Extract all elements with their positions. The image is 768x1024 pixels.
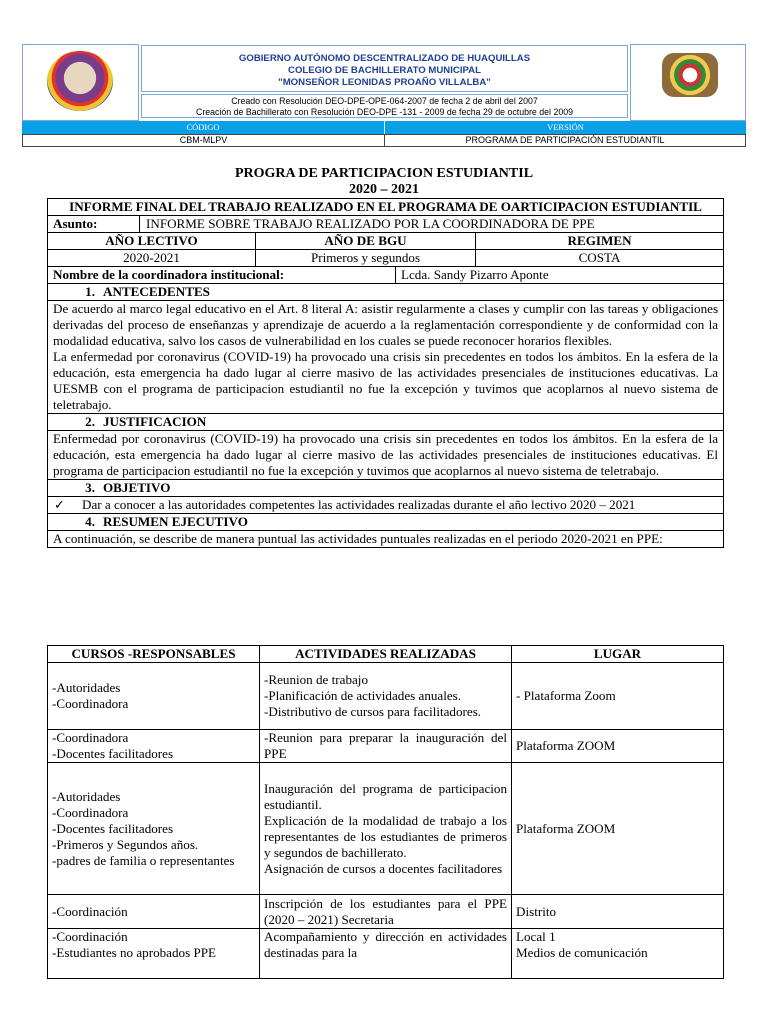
cell-line: Acompañamiento y dirección en actividades destinadas para la — [264, 929, 507, 960]
left-logo-frame — [22, 44, 139, 121]
ano-bgu-label: AÑO DE BGU — [256, 233, 476, 250]
section-antecedentes-header — [48, 284, 724, 301]
cell-line: -Autoridades — [52, 680, 121, 695]
document-title: PROGRA DE PARTICIPACION ESTUDIANTIL — [234, 166, 534, 181]
lugar-cell — [512, 929, 724, 979]
cell-line: -Coordinadora — [52, 730, 129, 745]
cell-line: Plataforma ZOOM — [516, 820, 616, 836]
section-number: 4. — [85, 514, 95, 529]
cell-line: Distrito — [516, 903, 557, 919]
document-years: 2020 – 2021 — [349, 182, 419, 197]
resolution-line-1: Creado con Resolución DEO-DPE-OPE-064-2007 de fecha 2 de abril del 2007 — [231, 96, 538, 106]
table-row — [48, 730, 724, 763]
cell-line: -Coordinadora — [52, 696, 129, 711]
cell-line: Plataforma ZOOM — [516, 738, 616, 753]
cell-line: -Primeros y Segundos años. — [52, 836, 199, 852]
resolution-box — [141, 94, 628, 118]
coordinadora-label: Nombre de la coordinadora institucional: — [48, 267, 396, 284]
report-heading: INFORME FINAL DEL TRABAJO REALIZADO EN EL PROGRAMA DE OARTICIPACION ESTUDIANTIL — [48, 199, 724, 216]
asunto-label: Asunto: — [48, 216, 140, 233]
section-number: 3. — [85, 480, 95, 495]
cell-line: -Distributivo de cursos para facilitadores. — [264, 704, 482, 719]
institution-line-1: GOBIERNO AUTÓNOMO DESCENTRALIZADO DE HUAQUILLAS — [238, 53, 531, 64]
cell-line: -padres de familia o representantes — [52, 852, 235, 868]
regimen-value: COSTA — [476, 250, 724, 267]
check-icon: ✓ — [54, 497, 65, 512]
institution-line-3: "MONSEÑOR LEONIDAS PROAÑO VILLALBA" — [278, 77, 491, 88]
cursos-cell — [48, 929, 260, 979]
report-form — [47, 198, 724, 548]
cursos-cell — [48, 730, 260, 763]
codigo-value: CBM-MLPV — [22, 134, 385, 147]
coordinadora-row — [48, 267, 724, 284]
right-logo-frame — [630, 44, 746, 121]
actividades-cell — [260, 763, 512, 895]
school-crest-icon — [47, 51, 113, 111]
report-heading-row — [48, 199, 724, 216]
section-title: JUSTIFICACION — [103, 414, 207, 429]
asunto-value: INFORME SOBRE TRABAJO REALIZADO POR LA COORDINADORA DE PPE — [140, 216, 724, 233]
cell-line: -Docentes facilitadores — [52, 746, 174, 761]
cell-line: -Coordinadora — [52, 804, 129, 820]
codigo-label: CÓDIGO — [22, 121, 384, 134]
cell-line: -Planificación de actividades anuales. — [264, 688, 462, 703]
cursos-cell — [48, 763, 260, 895]
section-title: OBJETIVO — [103, 480, 171, 495]
antecedentes-paragraph-1: De acuerdo al marco legal educativo en el Art. 8 literal A: asistir regularmente a clases y cumplir con las tareas y obligaciones derivadas del proceso de enseñanzas y aprendizaje de acuerdo a la reglamentación correspondiente y de conformidad con la modalidad educativa, salvo los casos de vulnerabilidad en los cuales se puede reconocer horarios flexibles. — [53, 301, 719, 348]
cell-line: -Estudiantes no aprobados PPE — [52, 945, 217, 960]
table-row — [48, 763, 724, 895]
section-resumen-body — [48, 531, 724, 548]
section-justificacion-body — [48, 431, 724, 480]
municipal-seal-icon — [662, 53, 718, 97]
version-label: VERSIÓN — [385, 121, 746, 134]
resolution-line-2: Creación de Bachillerato con Resolución DEO-DPE -131 - 2009 de fecha 29 de octubre del 2009 — [195, 107, 574, 117]
cell-line: Explicación de la modalidad de trabajo a los representantes de los estudiantes de primeros y segundos de bachillerato. — [264, 812, 507, 860]
regimen-label: REGIMEN — [476, 233, 724, 250]
lugar-cell — [512, 663, 724, 730]
cursos-cell — [48, 663, 260, 730]
table-row — [48, 663, 724, 730]
resumen-paragraph: A continuación, se describe de manera puntual las actividades puntuales realizadas en el periodo 2020-2021 en PPE: — [48, 531, 724, 548]
lugar-cell — [512, 763, 724, 895]
cell-line: -Autoridades — [52, 788, 121, 804]
section-number: 1. — [85, 284, 95, 299]
cell-line: - Plataforma Zoom — [516, 688, 616, 703]
ano-lectivo-label: AÑO LECTIVO — [48, 233, 256, 250]
column-header-cursos: CURSOS -RESPONSABLES — [48, 646, 260, 663]
section-antecedentes-body — [48, 301, 724, 414]
column-header-lugar: LUGAR — [512, 646, 724, 663]
ano-bgu-value: Primeros y segundos — [256, 250, 476, 267]
cell-line: Medios de comunicación — [516, 945, 648, 960]
column-header-actividades: ACTIVIDADES REALIZADAS — [260, 646, 512, 663]
justificacion-paragraph: Enfermedad por coronavirus (COVID-19) ha provocado una crisis sin precedentes en todos los ámbitos. En la esfera de la educación, esta emergencia ha dado lugar al cierre masivo de las actividades presenciales de instituciones educativas. El programa de participacion estudiantil no fue la excepción y tuvimos que acoplarnos al nuevo sistema de teletrabajo. — [48, 431, 724, 480]
objetivo-item: Dar a conocer a las autoridades competentes las actividades realizadas durante el año lectivo 2020 – 2021 — [82, 497, 636, 512]
cell-line: -Reunion de trabajo — [264, 672, 368, 687]
cell-line: -Coordinación — [52, 903, 128, 919]
cell-line: Inauguración del programa de participacion estudiantil. — [264, 780, 507, 812]
section-number: 2. — [85, 414, 95, 429]
section-title: RESUMEN EJECUTIVO — [103, 514, 248, 529]
cell-line: Inscripción de los estudiantes para el PPE (2020 – 2021) Secretaria — [264, 895, 507, 927]
table-row — [48, 895, 724, 929]
ano-lectivo-value: 2020-2021 — [48, 250, 256, 267]
actividades-cell — [260, 663, 512, 730]
institution-header — [141, 45, 628, 92]
activities-table — [47, 645, 724, 979]
actividades-cell — [260, 895, 512, 929]
cell-line: -Docentes facilitadores — [52, 820, 174, 836]
antecedentes-paragraph-2: La enfermedad por coronavirus (COVID-19) ha provocado una crisis sin precedentes en todos los ámbitos. En la esfera de la educación, esta emergencia ha dado lugar al cierre masivo de las actividades presenciales de instituciones educativas. La UESMB con el programa de participacion estudiantil no fue la excepción y tuvimos que acoplarnos al nuevo sistema de teletrabajo. — [53, 349, 719, 412]
cell-line: Local 1 — [516, 929, 556, 944]
section-objetivo-body — [48, 497, 724, 514]
cell-line: Asignación de cursos a docentes facilitadores — [264, 860, 503, 876]
activities-header-row — [48, 646, 724, 663]
actividades-cell — [260, 929, 512, 979]
section-title: ANTECEDENTES — [103, 284, 210, 299]
year-value-row — [48, 250, 724, 267]
year-header-row — [48, 233, 724, 250]
letterhead — [22, 44, 746, 148]
section-objetivo-header — [48, 480, 724, 497]
version-value: PROGRAMA DE PARTICIPACIÓN ESTUDIANTIL — [384, 134, 746, 147]
actividades-cell — [260, 730, 512, 763]
asunto-row — [48, 216, 724, 233]
cell-line: -Reunion para preparar la inauguración del PPE — [264, 730, 507, 761]
section-resumen-header — [48, 514, 724, 531]
lugar-cell — [512, 895, 724, 929]
cursos-cell — [48, 895, 260, 929]
cell-line: -Coordinación — [52, 929, 128, 944]
institution-line-2: COLEGIO DE BACHILLERATO MUNICIPAL — [288, 65, 481, 76]
section-justificacion-header — [48, 414, 724, 431]
table-row — [48, 929, 724, 979]
coordinadora-value: Lcda. Sandy Pizarro Aponte — [396, 267, 724, 284]
lugar-cell — [512, 730, 724, 763]
